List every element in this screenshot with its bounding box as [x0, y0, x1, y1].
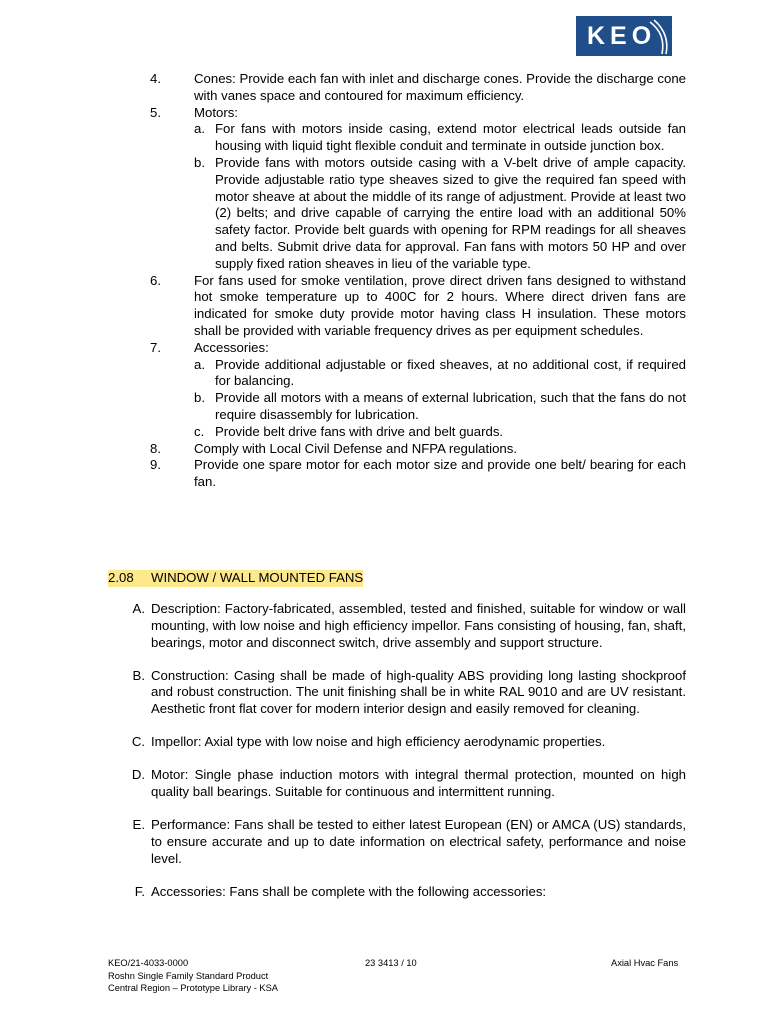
sub-text: Provide belt drive fans with drive and belt guards.: [215, 423, 504, 439]
paragraph-letter: F.: [134, 884, 145, 900]
footer-region: Central Region – Prototype Library - KSA: [108, 983, 279, 994]
paragraph-letter: A.: [132, 601, 145, 616]
paragraph-text: Construction: Casing shall be made of high-quality ABS providing long lasting shockproof and robust construction. The unit finishing shall be in white RAL 9010 and are UV resistant. Aesthetic front flat cover for modern interior design and easily removed for cleaning.: [151, 667, 686, 717]
list-item-4: [108, 71, 686, 105]
section-number: 2.08: [108, 570, 134, 585]
paragraph-letter: E.: [132, 817, 145, 833]
item-number: 6.: [150, 272, 161, 288]
sub-item: [194, 155, 686, 273]
list-item-6: [108, 273, 686, 340]
paragraph-d: [108, 767, 686, 801]
sub-item: [194, 424, 686, 441]
list-item-5: [108, 105, 686, 273]
item-text: Comply with Local Civil Defense and NFPA regulations.: [194, 440, 517, 456]
sub-letter: a.: [194, 356, 205, 372]
list-item-7: [108, 340, 686, 441]
item-text: Provide one spare motor for each motor size and provide one belt/ bearing for each fan.: [194, 457, 686, 490]
list-item-9: [108, 457, 686, 491]
footer-left: [108, 957, 278, 995]
paragraph-text: Description: Factory-fabricated, assembled, tested and finished, suitable for window or wall mounting, with low noise and high efficiency impellor. Fans consisting of housing, fan, shaft, bearings, motor and disconnect switch, drive assembly and support structure.: [151, 601, 686, 650]
sub-text: Provide additional adjustable or fixed sheaves, at no additional cost, if required for balancing.: [215, 356, 686, 389]
list-item-8: [108, 441, 686, 458]
item-number: 4.: [150, 71, 161, 86]
sub-letter: c.: [194, 423, 205, 439]
sub-text: For fans with motors inside casing, extend motor electrical leads outside fan housing with liquid tight flexible conduit and terminate in outside junction box.: [215, 121, 686, 154]
section-title: WINDOW / WALL MOUNTED FANS: [151, 570, 364, 585]
item-text: Accessories:: [194, 339, 269, 355]
paragraph-text: Motor: Single phase induction motors with integral thermal protection, mounted on high quality ball bearings. Suitable for continuous and intermittent running.: [151, 767, 686, 800]
sub-text: Provide all motors with a means of external lubrication, such that the fans do not require disassembly for lubrication.: [215, 390, 686, 422]
item-text: Motors:: [194, 104, 238, 120]
item-number: 5.: [150, 104, 161, 120]
sub-item: [194, 121, 686, 155]
logo-text: KEO: [587, 21, 657, 50]
footer-section-title: Axial Hvac Fans: [611, 958, 679, 968]
numbered-list: [108, 71, 686, 491]
paragraph-b: [108, 668, 686, 718]
item-number: 9.: [150, 457, 161, 473]
keo-logo: [576, 16, 672, 56]
paragraph-f: [108, 884, 686, 901]
logo-arc-icon: [648, 16, 670, 56]
paragraph-a: [108, 601, 686, 651]
paragraph-c: [108, 734, 686, 751]
sub-letter: a.: [194, 121, 205, 137]
section-heading: [108, 570, 363, 587]
sub-item: [194, 390, 686, 424]
paragraph-e: [108, 817, 686, 867]
footer-page-ref: 23 3413 / 10: [365, 958, 417, 968]
sub-item: [194, 357, 686, 391]
paragraph-text: Performance: Fans shall be tested to either latest European (EN) or AMCA (US) standards, to ensure accurate and up to date information on electrical safety, performance and noise level.: [151, 817, 686, 866]
footer-doc-number: KEO/21-4033-0000: [108, 958, 189, 968]
item-text: Cones: Provide each fan with inlet and discharge cones. Provide the discharge cone with vanes space and contoured for maximum efficiency.: [194, 71, 686, 103]
sub-text: Provide fans with motors outside casing with a V-belt drive of ample capacity. Provide adjustable ratio type sheaves sized to give the required fan speed with motor sheave at about the middle of its range of adjustment. Provide at least two (2) belts; and drive capable of carrying the entire load with an additional 50% safety factor. Provide belt guards with opening for RPM readings for all sheaves and belts. Submit drive data for approval. Fan fans with motors 50 HP and over supply fixed ration sheaves in lieu of the variable type.: [215, 154, 686, 271]
paragraph-letter: B.: [132, 667, 145, 683]
sub-letter: b.: [194, 154, 205, 170]
paragraph-letter: C.: [131, 734, 145, 750]
item-text: For fans used for smoke ventilation, prove direct driven fans designed to withstand hot smoke temperature up to 400C for 2 hours. Where direct driven fans are indicated for smoke duty provide motor having class H insulation. These motors shall be provided with variable frequency drives as per equipment schedules.: [194, 272, 686, 338]
paragraph-text: Impellor: Axial type with low noise and high efficiency aerodynamic properties.: [151, 734, 606, 750]
item-number: 8.: [150, 440, 161, 456]
paragraph-text: Accessories: Fans shall be complete with the following accessories:: [151, 884, 547, 900]
sub-letter: b.: [194, 390, 205, 406]
paragraph-letter: D.: [131, 767, 145, 783]
section-paragraphs: [108, 601, 686, 917]
item-number: 7.: [150, 339, 161, 355]
footer-project: Roshn Single Family Standard Product: [108, 970, 269, 981]
